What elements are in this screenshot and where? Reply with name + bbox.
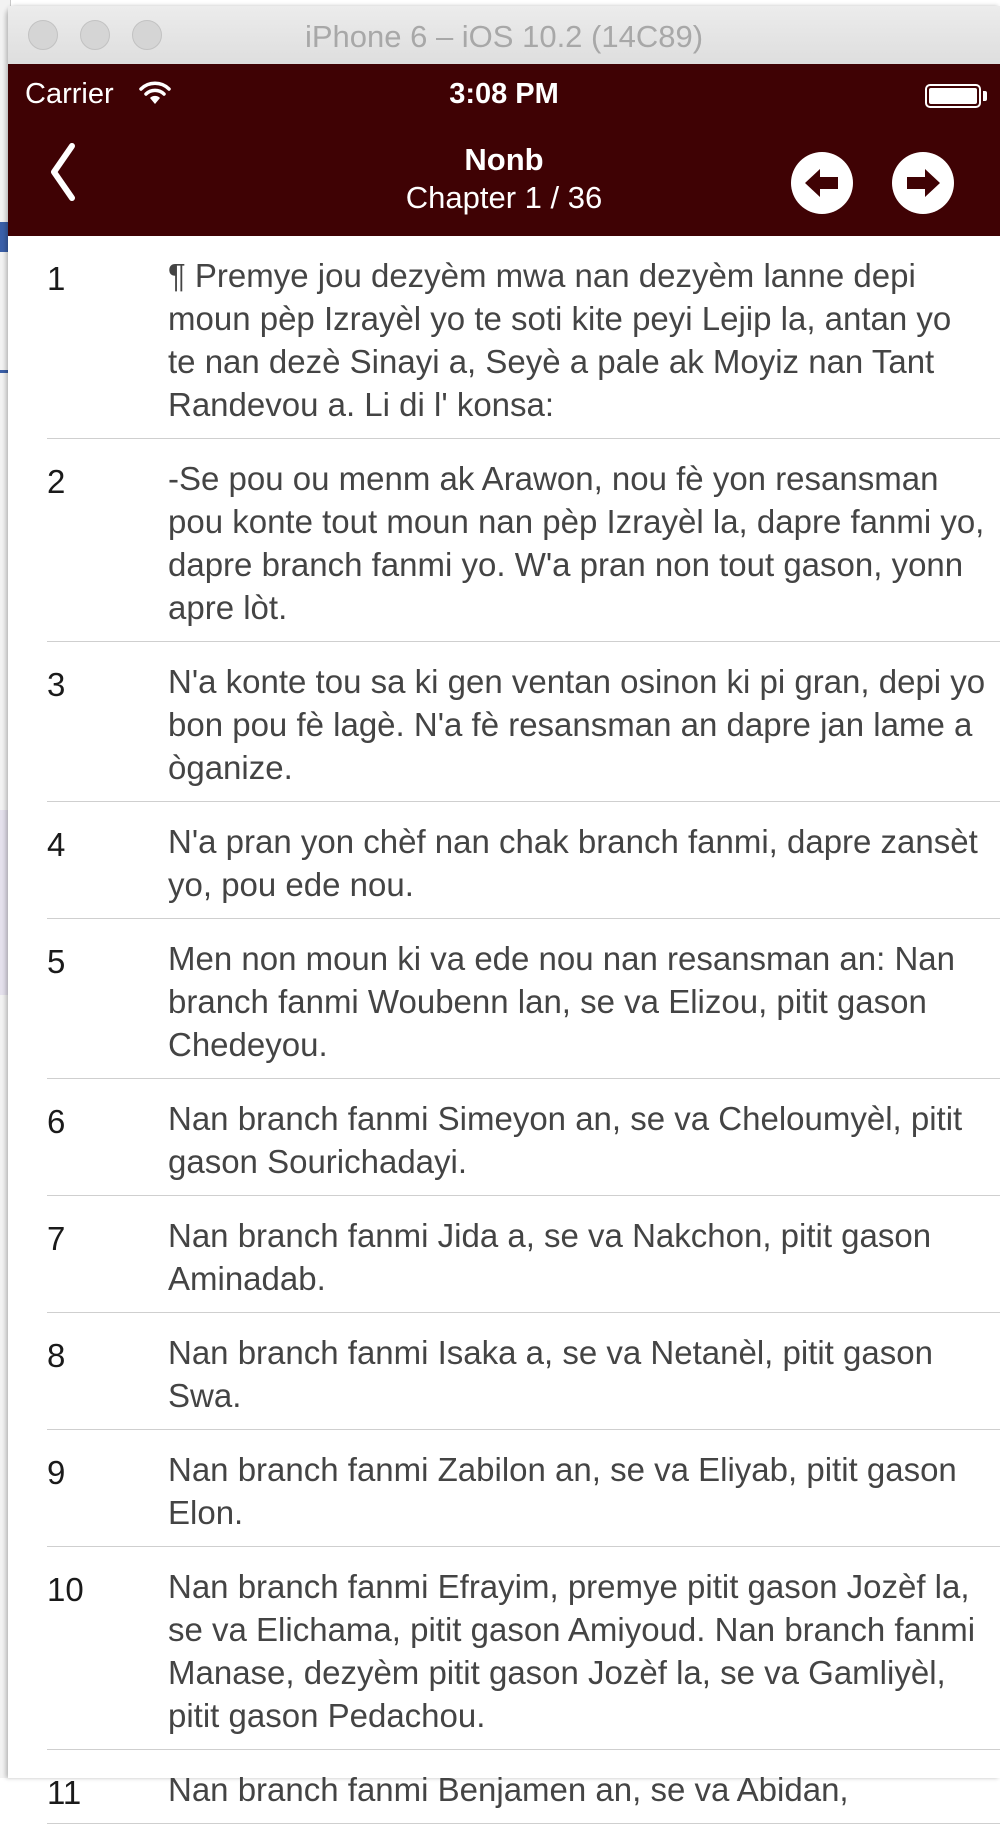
verse-row[interactable] [47,1547,1000,1750]
verse-text: Nan branch fanmi Jida a, se va Nakchon, pitit gason Aminadab. [168,1217,932,1297]
verse-text: Nan branch fanmi Isaka a, se va Netanèl, pitit gason Swa. [168,1334,933,1414]
window-title: iPhone 6 – iOS 10.2 (14C89) [304,19,704,54]
verse-text: Nan branch fanmi Benjamen an, se va Abidan, [168,1771,849,1808]
window-titlebar [8,6,1000,65]
battery-tip [983,91,987,101]
verse-text: -Se pou ou menm ak Arawon, nou fè yon resansman pou konte tout moun nan pèp Izrayèl la, dapre fanmi yo, dapre branch fanmi yo. W'a pran non tout gason, yonn apre lòt. [168,460,985,626]
verse-number: 6 [47,1103,66,1140]
verse-text: Nan branch fanmi Zabilon an, se va Eliyab, pitit gason Elon. [168,1451,957,1531]
verse-row[interactable] [47,919,1000,1079]
verse-row[interactable] [47,236,1000,439]
verse-row[interactable] [47,1079,1000,1196]
verse-row[interactable] [47,642,1000,802]
book-title: Nonb [464,142,544,177]
verse-text: N'a konte tou sa ki gen ventan osinon ki pi gran, depi yo bon pou fè lagè. N'a fè resansman an dapre jan lame a òganize. [168,663,986,786]
verse-number: 3 [47,666,66,703]
verse-number: 5 [47,943,66,980]
verse-row[interactable] [47,1196,1000,1313]
verse-number: 2 [47,463,66,500]
previous-chapter-button[interactable] [791,152,853,214]
status-time: 3:08 PM [449,78,559,110]
chapter-indicator: Chapter 1 / 36 [405,180,603,215]
verse-number: 10 [47,1571,84,1608]
verse-number: 7 [47,1220,66,1257]
simulator-window [8,6,1000,1811]
verse-number: 11 [47,1774,82,1811]
battery-icon [925,84,981,108]
verse-row[interactable] [47,1430,1000,1547]
verse-number: 8 [47,1337,66,1374]
verse-row[interactable] [47,802,1000,919]
verse-number: 4 [47,826,66,863]
app-header [8,64,1000,236]
verse-row[interactable] [47,439,1000,642]
verse-text: Men non moun ki va ede nou nan resansman an: Nan branch fanmi Woubenn lan, se va Elizou, pitit gason Chedeyou. [168,940,956,1063]
verse-text: N'a pran yon chèf nan chak branch fanmi, dapre zansèt yo, pou ede nou. [168,823,978,903]
verse-text: Nan branch fanmi Simeyon an, se va Cheloumyèl, pitit gason Sourichadayi. [168,1100,963,1180]
verse-row[interactable] [47,1750,1000,1824]
arrow-left-circle-icon [791,152,853,214]
verse-number: 1 [47,260,66,297]
verse-list[interactable] [8,236,1000,1824]
next-chapter-button[interactable] [892,152,954,214]
verse-text: ¶ Premye jou dezyèm mwa nan dezyèm lanne depi moun pèp Izrayèl yo te soti kite peyi Lejip la, antan yo te nan dezè Sinayi a, Seyè a pale ak Moyiz nan Tant Randevou a. Li di l' konsa: [168,257,952,423]
verse-row[interactable] [47,1313,1000,1430]
verse-number: 9 [47,1454,66,1491]
verse-text: Nan branch fanmi Efrayim, premye pitit gason Jozèf la, se va Elichama, pitit gason Amiyoud. Nan branch fanmi Manase, dezyèm pitit gason Jozèf la, se va Gamliyèl, pitit gason Pedachou. [168,1568,976,1734]
arrow-right-circle-icon [892,152,954,214]
status-carrier: Carrier [25,78,114,110]
